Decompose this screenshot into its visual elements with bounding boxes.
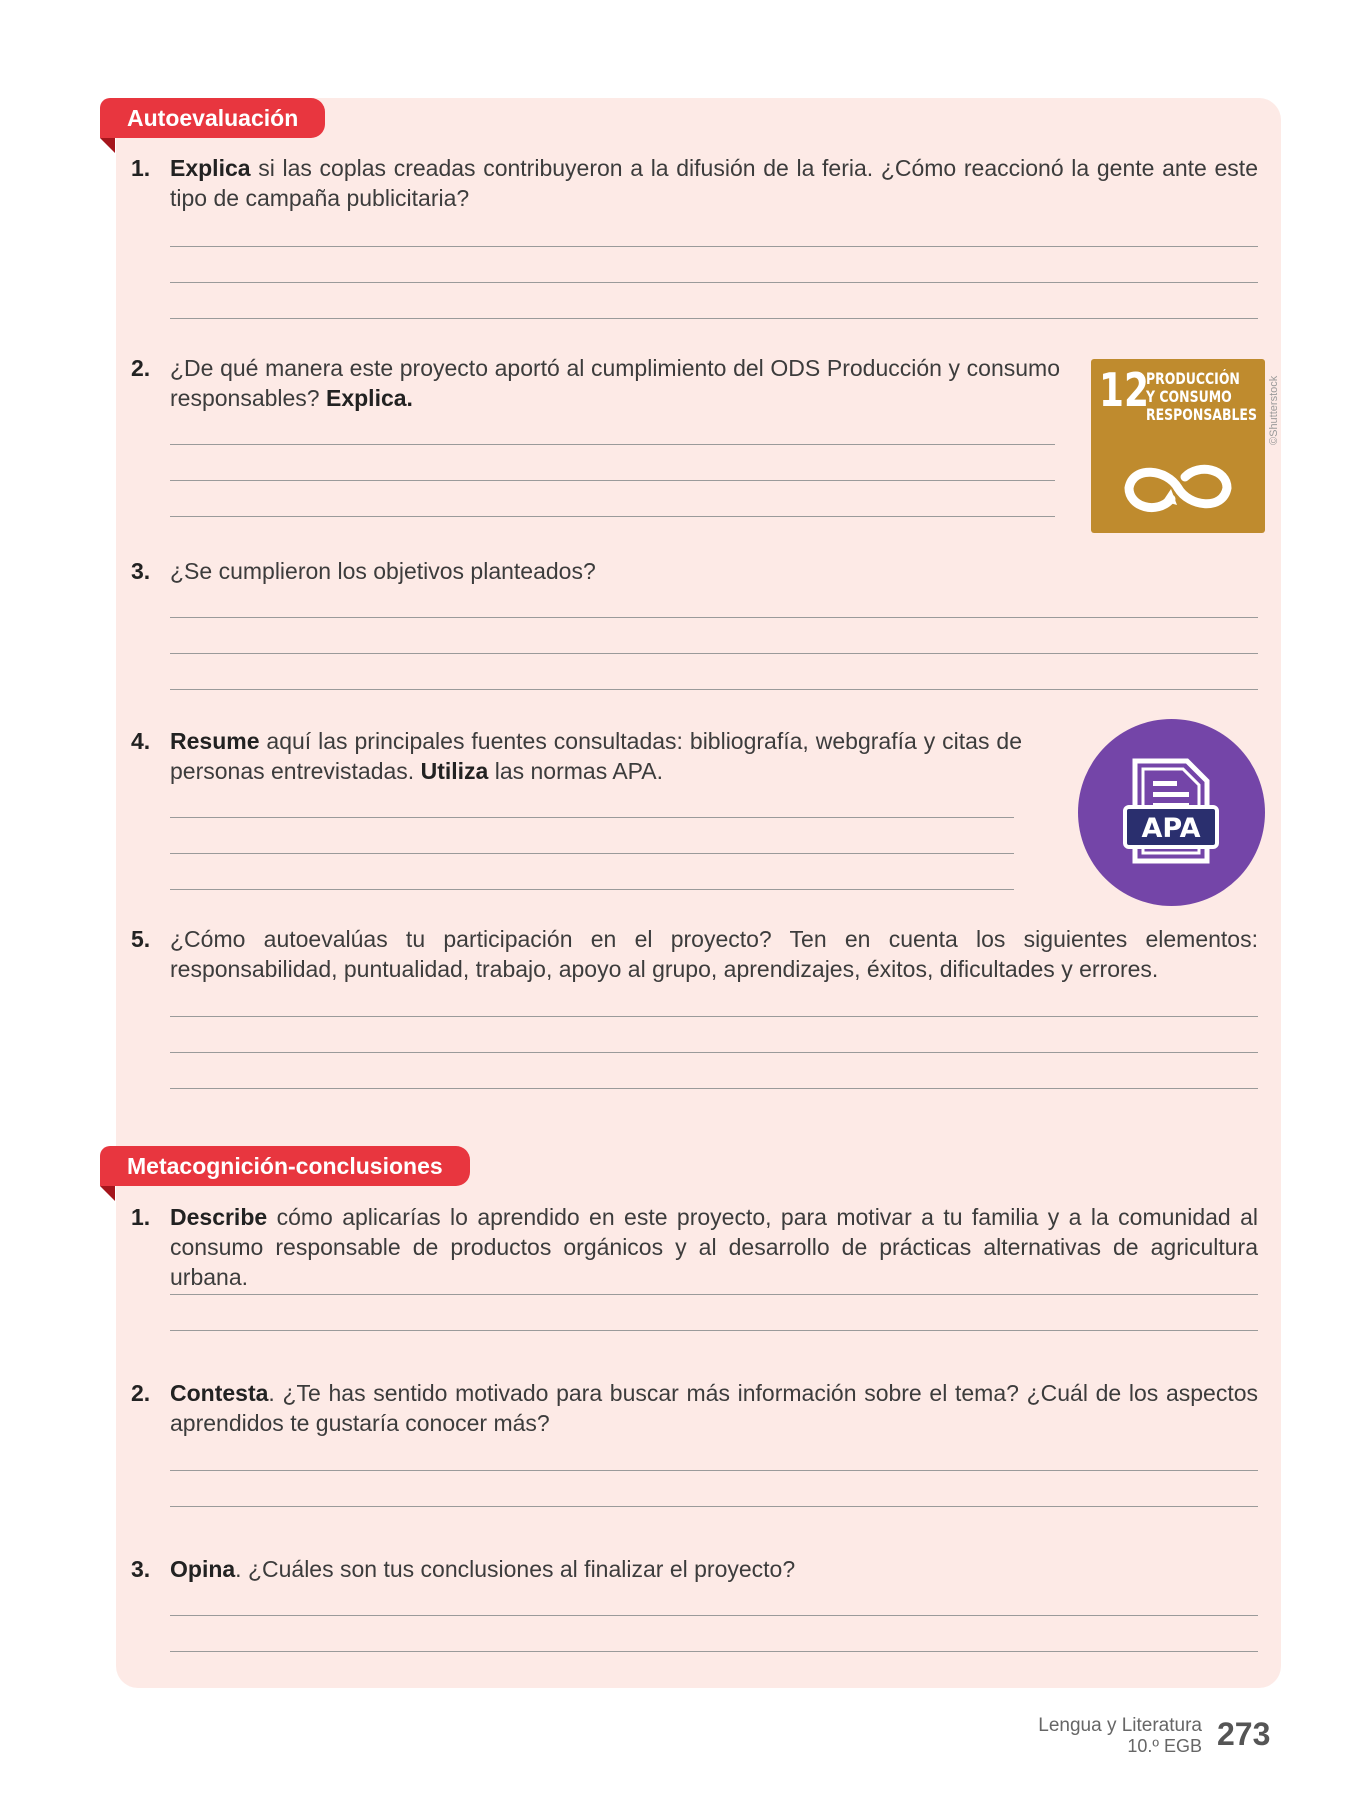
question-verb: Explica xyxy=(170,155,251,181)
section-tab-metacognicion: Metacognición-conclusiones xyxy=(100,1146,470,1186)
ods-12-badge xyxy=(1091,359,1265,533)
question-number: 2. xyxy=(131,355,151,381)
answer-line[interactable] xyxy=(170,246,1258,247)
question-text: ¿Cómo autoevalúas tu participación en el proyecto? Ten en cuenta los siguientes elementos: responsabilidad, puntualidad, trabajo, apoyo al grupo, aprendizajes, éxitos, dificultades y errores. xyxy=(170,926,1258,982)
answer-line[interactable] xyxy=(170,444,1055,445)
answer-line[interactable] xyxy=(170,653,1258,654)
question-number: 2. xyxy=(131,1380,151,1406)
answer-line[interactable] xyxy=(170,1506,1258,1507)
image-credit: ©Shutterstock xyxy=(1268,375,1280,445)
answer-line[interactable] xyxy=(170,689,1258,690)
ods-number: 12 xyxy=(1099,363,1149,417)
ods-title: PRODUCCIÓN Y CONSUMO RESPONSABLES xyxy=(1146,369,1257,424)
answer-line[interactable] xyxy=(170,1615,1258,1616)
question-number: 5. xyxy=(131,926,151,952)
answer-line[interactable] xyxy=(170,1651,1258,1652)
page-number: 273 xyxy=(1217,1716,1271,1752)
infinity-icon xyxy=(1119,455,1237,521)
question-verb: Opina xyxy=(170,1556,236,1582)
answer-line[interactable] xyxy=(170,1294,1258,1295)
question-number: 1. xyxy=(131,155,151,181)
apa-badge xyxy=(1078,719,1265,906)
answer-line[interactable] xyxy=(170,1330,1258,1331)
answer-line[interactable] xyxy=(170,617,1258,618)
footer-grade: 10.º EGB xyxy=(1127,1736,1202,1756)
answer-line[interactable] xyxy=(170,1470,1258,1471)
question-verb: Explica. xyxy=(326,385,413,411)
question-verb: Resume xyxy=(170,728,260,754)
question-number: 4. xyxy=(131,728,151,754)
answer-line[interactable] xyxy=(170,1052,1258,1053)
answer-line[interactable] xyxy=(170,1088,1258,1089)
answer-line[interactable] xyxy=(170,817,1014,818)
question-text: cómo aplicarías lo aprendido en este proyecto, para motivar a tu familia y a la comunidad al consumo responsable de productos orgánicos y al desarrollo de prácticas alternativas de agricultura urbana. xyxy=(170,1204,1258,1290)
question-text: . ¿Te has sentido motivado para buscar más información sobre el tema? ¿Cuál de los aspectos aprendidos te gustaría conocer más? xyxy=(170,1380,1258,1436)
question-text: . ¿Cuáles son tus conclusiones al finalizar el proyecto? xyxy=(235,1556,796,1582)
answer-line[interactable] xyxy=(170,282,1258,283)
question-number: 1. xyxy=(131,1204,151,1230)
question-verb: Contesta xyxy=(170,1380,269,1406)
question-text: ¿Se cumplieron los objetivos planteados? xyxy=(170,558,596,584)
question-text: aquí las principales fuentes consultadas: bibliografía, webgrafía y citas de personas entrevistadas. xyxy=(170,728,1022,784)
question-verb: Describe xyxy=(170,1204,268,1230)
question-text: si las coplas creadas contribuyeron a la difusión de la feria. ¿Cómo reaccionó la gente ante este tipo de campaña publicitaria? xyxy=(170,155,1258,211)
footer-subject: Lengua y Literatura xyxy=(1038,1715,1202,1736)
answer-line[interactable] xyxy=(170,889,1014,890)
question-text: las normas APA. xyxy=(488,758,664,784)
answer-line[interactable] xyxy=(170,480,1055,481)
answer-line[interactable] xyxy=(170,1016,1258,1017)
tab-fold-metacognicion xyxy=(100,1186,115,1201)
answer-line[interactable] xyxy=(170,853,1014,854)
question-verb: Utiliza xyxy=(420,758,489,784)
answer-line[interactable] xyxy=(170,516,1055,517)
tab-fold-autoevaluacion xyxy=(100,138,115,153)
question-number: 3. xyxy=(131,558,151,584)
section-tab-autoevaluacion: Autoevaluación xyxy=(100,98,325,138)
apa-label: APA xyxy=(1141,813,1201,844)
question-text: ¿De qué manera este proyecto aportó al cumplimiento del ODS Producción y consumo responsables? xyxy=(170,355,1060,411)
document-icon xyxy=(1121,757,1221,867)
activity-panel xyxy=(116,98,1281,1688)
answer-line[interactable] xyxy=(170,318,1258,319)
question-number: 3. xyxy=(131,1556,151,1582)
